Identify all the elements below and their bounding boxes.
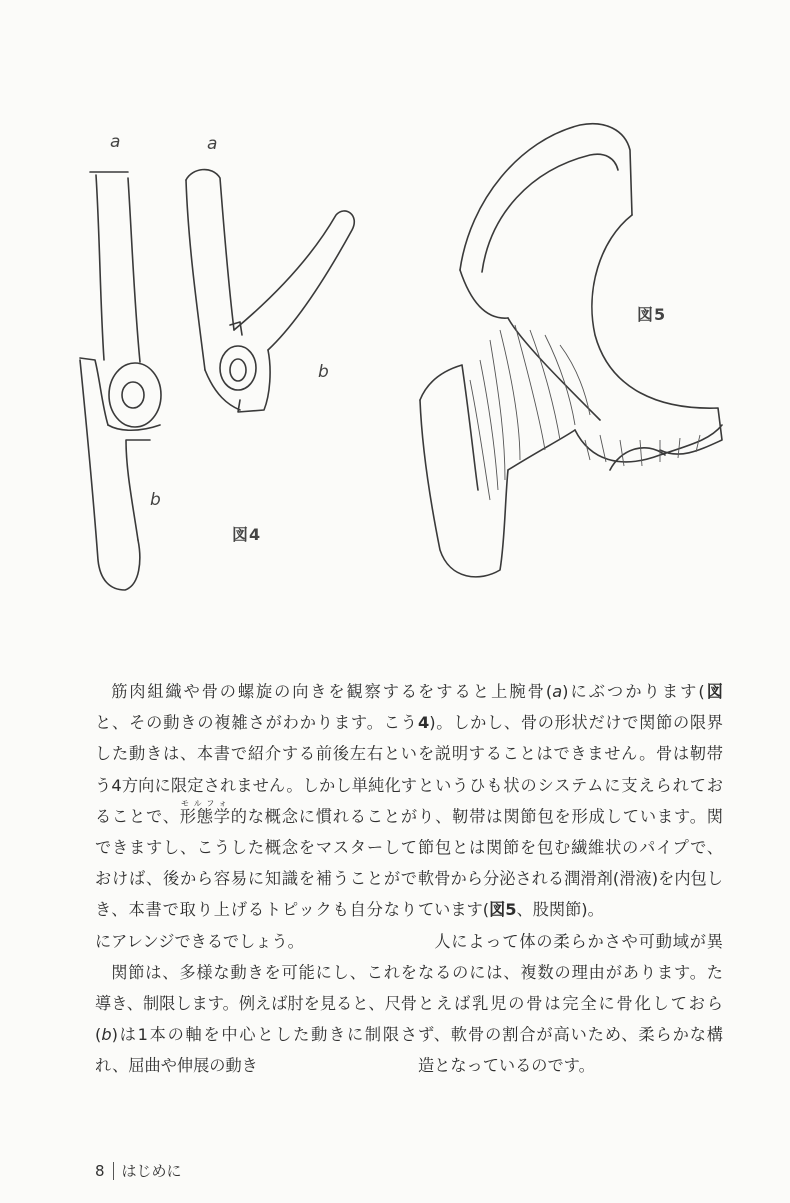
- figure-reference: 図5: [489, 900, 517, 920]
- paragraph: 筋肉組織や骨の螺旋の向きを観察すると、その動きの複雑さがわかります。こうした動きは、本書で紹介する前後左右という4方向に限定されません。しかし単純化することで、形態学モルフォ的な概念に慣れることができますし、こうした概念をマスターしておけば、後から容易に知識を補うことができ、本書で取り上げるトピックも自分なりにアレンジできるでしょう。: [95, 682, 418, 951]
- page-footer: [95, 1160, 182, 1181]
- footer-divider: [113, 1162, 114, 1180]
- text-column-left: [95, 676, 417, 1082]
- fig4-elbow-extended: [80, 172, 161, 590]
- fig4-elbow-flexed: [186, 170, 354, 412]
- fig5-hip-joint: [420, 124, 722, 577]
- text-column-right: [418, 676, 723, 1082]
- ruby-annotation: 形態学モルフォ: [179, 798, 231, 826]
- fig4-label-b-right: b: [318, 362, 329, 382]
- page-number: 8: [95, 1161, 105, 1180]
- paragraph: をすると上腕骨(a)にぶつかります(図4)。しかし、骨の形状だけで関節の限界を説明することはできません。骨は靭帯というひも状のシステムに支えられており、靭帯は関節包を形成しています。関節包とは関節を包む繊維状のパイプで、軟骨から分泌される潤滑剤(滑液)を内包しています(図5、股関節)。: [418, 682, 723, 920]
- fig4-label-a-right: a: [207, 134, 218, 154]
- paragraph: 関節は、多様な動きを可能にし、これを導き、制限します。例えば肘を見ると、尺骨(b)は1本の軸を中心とした動きに制限され、屈曲や伸展の動き: [95, 962, 417, 1076]
- fig4-caption: 図4: [232, 525, 262, 544]
- section-title: はじめに: [121, 1162, 182, 1180]
- figure-reference: 図4: [418, 682, 723, 733]
- fig4-label-b-left: b: [150, 490, 161, 510]
- fig5-caption: 図5: [637, 305, 667, 324]
- paragraph: 人によって体の柔らかさや可動域が異なるのには、複数の理由があります。たとえば乳児の骨は完全に骨化しておらず、軟骨の割合が高いため、柔らかな構造となっているのです。: [418, 931, 723, 1076]
- fig4-label-a-left: a: [110, 132, 121, 152]
